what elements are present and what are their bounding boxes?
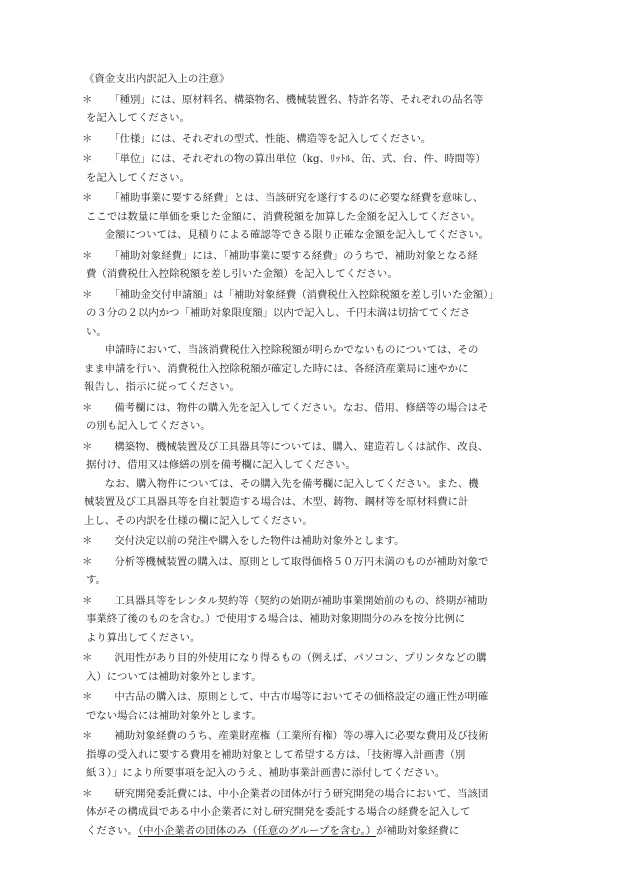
note-line: 「補助金交付申請額」は「補助対象経費（消費税仕入控除税額を差し引いた金額）」 (104, 288, 499, 301)
note-subline: なお、購入物件については、その購入先を備考欄に記入してください。また、機 (84, 477, 479, 490)
asterisk-bullet: ＊ (82, 555, 93, 568)
note-line: 汎用性があり目的外使用になり得るもの（例えば、パソコン、プリンタなどの購 (104, 652, 487, 664)
document-page (84, 70, 564, 842)
asterisk-bullet: ＊ (82, 401, 93, 414)
note-line: でない場合には補助対象外とします。 (86, 709, 262, 722)
note-item (84, 592, 564, 648)
note-line: 工具器具等をレンタル契約等（契約の始期が補助事業開始前のもの、終期が補助 (104, 594, 488, 607)
note-line: 紙３）」により所要事項を記入のうえ、補助事業計画書に添付してください。 (86, 767, 446, 779)
asterisk-bullet: ＊ (82, 288, 93, 301)
line-text: ください。 (86, 824, 138, 837)
note-line: 「単位」には、それぞれの物の算出単位（kg、ﾘｯﾄﾙ、缶、式、台、件、時間等） (104, 153, 486, 165)
note-line: 「補助事業に要する経費」とは、当該研究を遂行するのに必要な経費を意味し、 (104, 192, 484, 204)
note-line: 中古品の購入は、原則として、中古市場等においてその価格設定の適正性が明確 (104, 691, 489, 703)
line-text: が補助対象経費に (376, 824, 460, 837)
note-item (84, 688, 564, 725)
note-line: す。 (86, 574, 106, 586)
notes-list (84, 91, 564, 843)
note-line: 構築物、機械装置及び工具器具等については、購入、建造若しくは試作、改良、 (104, 440, 489, 453)
asterisk-bullet: ＊ (82, 192, 93, 204)
asterisk-bullet: ＊ (82, 730, 93, 742)
asterisk-bullet: ＊ (82, 93, 93, 106)
asterisk-bullet: ＊ (82, 594, 93, 607)
note-line: 入）については補助対象外とします。 (86, 670, 262, 683)
note-item (84, 553, 564, 590)
note-line: の３分の２以内かつ「補助対象限度額」以内で記入し、千円未満は切捨ててくださ (86, 307, 471, 319)
asterisk-bullet: ＊ (82, 132, 93, 145)
note-item (84, 727, 564, 783)
note-line: 「種別」には、原材料名、構築物名、機械装置名、特許名等、それぞれの品名等 (104, 93, 484, 106)
note-subline: 申請時において、当該消費税仕入控除税額が明らかでないものについては、その (84, 344, 479, 356)
note-line: 費（消費税仕入控除税額を差し引いた金額）を記入してください。 (86, 268, 398, 280)
note-item (84, 91, 564, 128)
note-line: 補助対象経費のうち、産業財産権（工業所有権）等の導入に必要な費用及び技術 (104, 730, 489, 742)
note-line: 指導の受入れに要する費用を補助対象として希望する方は、「技術導入計画書（別 (86, 748, 466, 761)
note-subline: 上し、その内訳を仕様の欄に記入してください。 (84, 514, 313, 527)
item-gap (84, 840, 564, 842)
note-subline: 金額については、見積りによる確認等できる限り正確な金額を記入してください。 (84, 229, 490, 241)
note-subline: 械装置及び工具器具等を自社製造する場合は、木型、鋳物、鋼材等を原材料費に計 (84, 496, 469, 508)
note-item (84, 247, 564, 284)
note-line: を記入してください。 (86, 171, 190, 184)
note-line (84, 822, 564, 841)
asterisk-bullet: ＊ (82, 652, 93, 664)
note-item (84, 150, 564, 187)
note-line: を記入してください。 (86, 112, 190, 124)
note-line: 分析等機械装置の購入は、原則として取得価格５０万円未満のものが補助対象で (104, 555, 489, 568)
note-line: 研究開発委託費には、中小企業者の団体が行う研究開発の場合において、当該団 (104, 787, 489, 800)
note-item (84, 438, 564, 531)
note-subline: まま申請を行い、消費税仕入控除税額が確定した時には、各経済産業局に速やかに (84, 362, 469, 375)
note-line: 体がその構成員である中小企業者に対し研究開発を委託する場合の経費を記入して (86, 806, 471, 818)
note-line: より算出してください。 (86, 631, 201, 644)
asterisk-bullet: ＊ (82, 440, 93, 453)
asterisk-bullet: ＊ (82, 153, 93, 165)
note-line: 据付け、借用又は修繕の別を備考欄に記入してください。 (86, 459, 356, 471)
note-line: 事業終了後のものを含む。）で使用する場合は、補助対象期間分のみを按分比例に (86, 613, 466, 625)
note-item (84, 532, 564, 551)
note-line: の別も記入してください。 (86, 420, 211, 432)
section-heading: 《資金支出内訳記入上の注意》 (84, 73, 230, 85)
note-line: 交付決定以前の発注や購入をした物件は補助対象外とします。 (104, 535, 405, 547)
note-subline: 報告し、指示に従ってください。 (84, 381, 240, 393)
note-item (84, 286, 564, 397)
note-item (84, 189, 564, 245)
note-item (84, 785, 564, 841)
note-line: 「仕様」には、それぞれの型式、性能、構造等を記入してください。 (104, 132, 432, 145)
asterisk-bullet: ＊ (82, 787, 93, 800)
note-line: 「補助対象経費」には、「補助事業に要する経費」のうちで、補助対象となる経 (104, 249, 478, 262)
asterisk-bullet: ＊ (82, 249, 93, 262)
asterisk-bullet: ＊ (82, 535, 93, 547)
note-line: ここでは数量に単価を乗じた金額に、消費税額を加算した金額を記入してください。 (86, 210, 481, 223)
note-line: 備考欄には、物件の購入先を記入してください。なお、借用、修繕等の場合はそ (104, 401, 489, 414)
note-item (84, 399, 564, 436)
note-item (84, 649, 564, 686)
asterisk-bullet: ＊ (82, 691, 93, 703)
underlined-text: （中小企業者の団体のみ（任意のグループを含む。） (137, 824, 377, 837)
note-item (84, 130, 564, 149)
note-line: い。 (86, 325, 107, 338)
